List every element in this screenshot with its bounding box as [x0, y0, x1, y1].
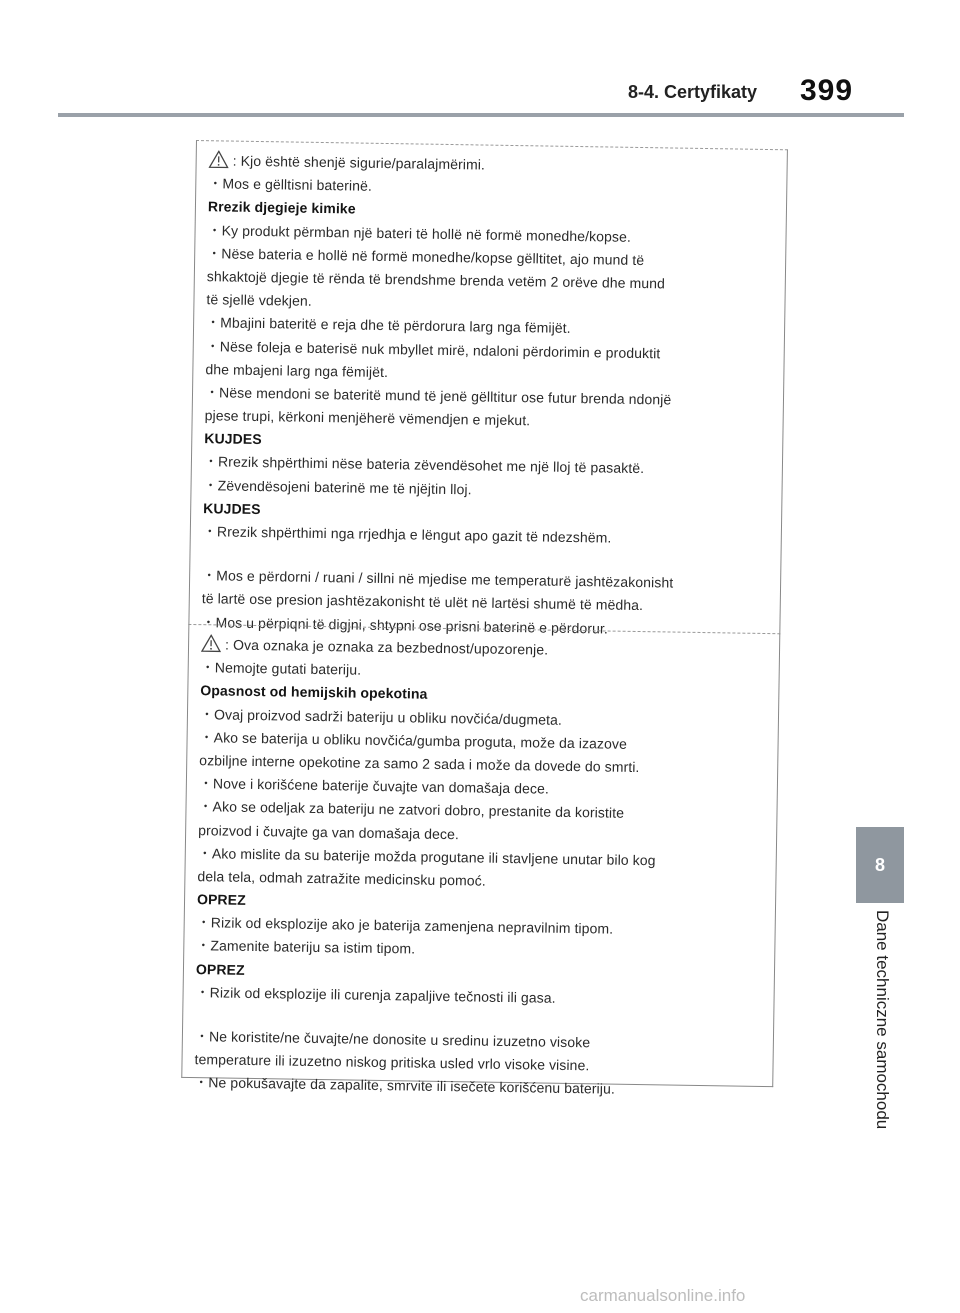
albanian-line-5: të sjellë vdekjen. [206, 291, 312, 309]
albanian-line-15: të lartë ose presion jashtëzakonisht të ulët në lartësi shumë të mëdha. [201, 590, 644, 614]
albanian-line-7: ・Nëse foleja e baterisë nuk mbyllet mirë, ndaloni përdorimin e produktit [205, 337, 661, 361]
serbian-line-10: ・Rizik od eksplozije ako je baterija zamenjena nepravilnim tipom. [196, 914, 614, 937]
serbian-line-6: ・Ako se odeljak za bateriju ne zatvori dobro, prestanite da koristite [198, 798, 625, 822]
albanian-line-4: shkaktojë djegie të rënda të brendshme brenda vetëm 2 orëve dhe mund [206, 268, 666, 292]
albanian-line-1: ・Mos e gëlltisni baterinë. [208, 175, 373, 194]
albanian-line-13: ・Rrezik shpërthimi nga rrjedhja e lëngut apo gazit të ndezshëm. [202, 523, 612, 546]
albanian-line-3: ・Nëse bateria e hollë në formë monedhe/kopse gëlltitet, ajo mund të [207, 244, 645, 268]
header-divider [58, 113, 904, 117]
serbian-heading-chemical-burn: Opasnost od hemijskih opekotina [200, 682, 428, 703]
chapter-tab[interactable] [856, 827, 904, 903]
warning-triangle-icon [201, 634, 221, 652]
serbian-warning-box [181, 624, 780, 1098]
serbian-line-12: ・Rizik od eksplozije ili curenja zapaljive tečnosti ili gasa. [195, 983, 556, 1006]
scanned-label-image [181, 140, 788, 1098]
albanian-line-8: dhe mbajeni larg nga fëmijët. [205, 360, 389, 380]
serbian-line-9: dela tela, odmah zatražite medicinsku pomoć. [197, 867, 486, 889]
albanian-line-12: ・Zëvendësojeni baterinë me të njëjtin lloj. [203, 476, 472, 497]
serbian-heading-caution-1: OPREZ [196, 891, 246, 908]
serbian-line-1: ・Nemojte gutati bateriju. [200, 659, 362, 678]
albanian-line-11: ・Rrezik shpërthimi nëse bateria zëvendësohet me një lloj të pasaktë. [203, 453, 645, 477]
serbian-heading-caution-2: OPREZ [195, 960, 245, 978]
page-number: 399 [800, 74, 854, 107]
serbian-line-14: temperature ili izuzetno niskog pritiska usled vrlo visoke visine. [194, 1051, 590, 1074]
albanian-line-2: ・Ky produkt përmban një bateri të hollë në formë monedhe/kopse. [207, 221, 632, 245]
watermark: carmanualsonline.info [580, 1286, 746, 1305]
section-title: 8-4. Certyfikaty [628, 82, 758, 102]
albanian-line-10: pjese trupi, kërkoni menjëherë vëmendjen e mjekut. [204, 407, 531, 429]
serbian-line-3: ・Ako se baterija u obliku novčića/gumba proguta, može da izazove [199, 728, 628, 752]
chapter-label: Dane techniczne samochodu [873, 910, 892, 1130]
albanian-line-6: ・Mbajini bateritë e reja dhe të përdorura larg nga fëmijët. [206, 314, 571, 337]
albanian-heading-caution-1: KUJDES [204, 430, 262, 448]
albanian-heading-chemical-burn: Rrezik djegieje kimike [207, 198, 356, 217]
albanian-intro: : Kjo është shenjë sigurie/paralajmërimi. [232, 152, 486, 173]
albanian-heading-caution-2: KUJDES [203, 499, 261, 517]
albanian-line-16: ・Mos u përpiqni të digjni, shtypni ose prisni baterinë e përdorur. [201, 613, 609, 637]
serbian-line-7: proizvod i čuvajte ga van domašaja dece. [198, 821, 460, 842]
serbian-line-4: ozbiljne interne opekotine za samo 2 sada i može da dovede do smrti. [199, 752, 640, 775]
serbian-line-13: ・Ne koristite/ne čuvajte/ne donosite u sredinu izuzetno visoke [194, 1028, 591, 1051]
serbian-line-2: ・Ovaj proizvod sadrži bateriju u obliku novčića/dugmeta. [199, 705, 563, 728]
serbian-intro: : Ova oznaka je oznaka za bezbednost/upozorenje. [224, 636, 549, 658]
serbian-line-11: ・Zamenite bateriju sa istim tipom. [196, 937, 416, 957]
chapter-number: 8 [874, 854, 885, 875]
serbian-line-8: ・Ako mislite da su baterije možda progutane ili stavljene unutar bilo kog [197, 844, 656, 868]
albanian-line-14: ・Mos e përdorni / ruani / sillni në mjedise me temperaturë jashtëzakonisht [202, 567, 674, 591]
albanian-line-9: ・Nëse mendoni se bateritë mund të jenë gëlltitur ose futur brenda ndonjë [204, 384, 672, 408]
albanian-warning-box [188, 140, 788, 637]
warning-triangle-icon [209, 150, 229, 168]
serbian-line-15: ・Ne pokušavajte da zapalite, smrvite ili isečete korišćenu bateriju. [194, 1074, 616, 1098]
serbian-line-5: ・Nove i korišćene baterije čuvajte van domašaja dece. [198, 775, 550, 797]
